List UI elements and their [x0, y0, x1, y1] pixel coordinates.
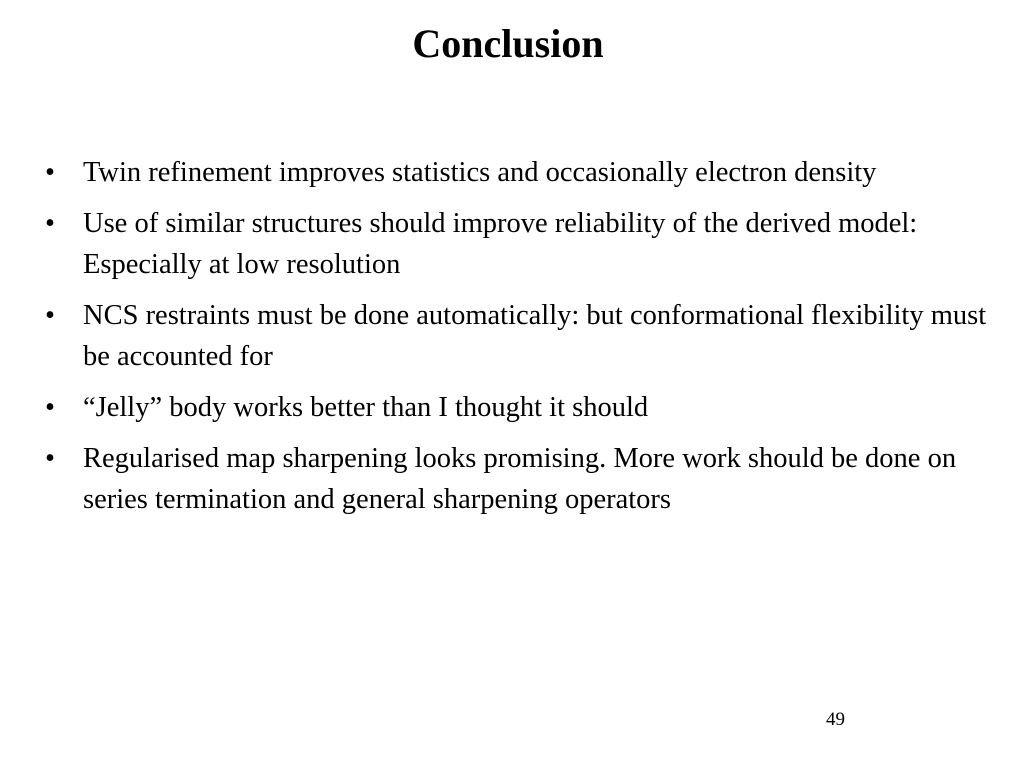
bullet-text: NCS restraints must be done automatically: but conformational flexibility must be accounted for [83, 300, 987, 372]
bullet-marker: • [45, 300, 55, 331]
bullet-item [45, 295, 995, 377]
bullet-list [45, 152, 995, 530]
bullet-marker: • [45, 392, 55, 423]
bullet-marker: • [45, 443, 55, 474]
bullet-item [45, 203, 995, 285]
bullet-marker: • [45, 208, 55, 239]
bullet-text: “Jelly” body works better than I thought it should [83, 392, 649, 423]
bullet-marker: • [45, 157, 55, 188]
bullet-item [45, 387, 995, 428]
bullet-text: Twin refinement improves statistics and occasionally electron density [83, 157, 877, 188]
page-number: 49 [826, 709, 845, 730]
bullet-text: Regularised map sharpening looks promising. More work should be done on series termination and general sharpening operators [83, 443, 957, 515]
bullet-text: Use of similar structures should improve reliability of the derived model: Especially at low resolution [83, 208, 918, 280]
slide-title: Conclusion [412, 21, 604, 66]
bullet-item [45, 438, 995, 520]
bullet-item [45, 152, 995, 193]
